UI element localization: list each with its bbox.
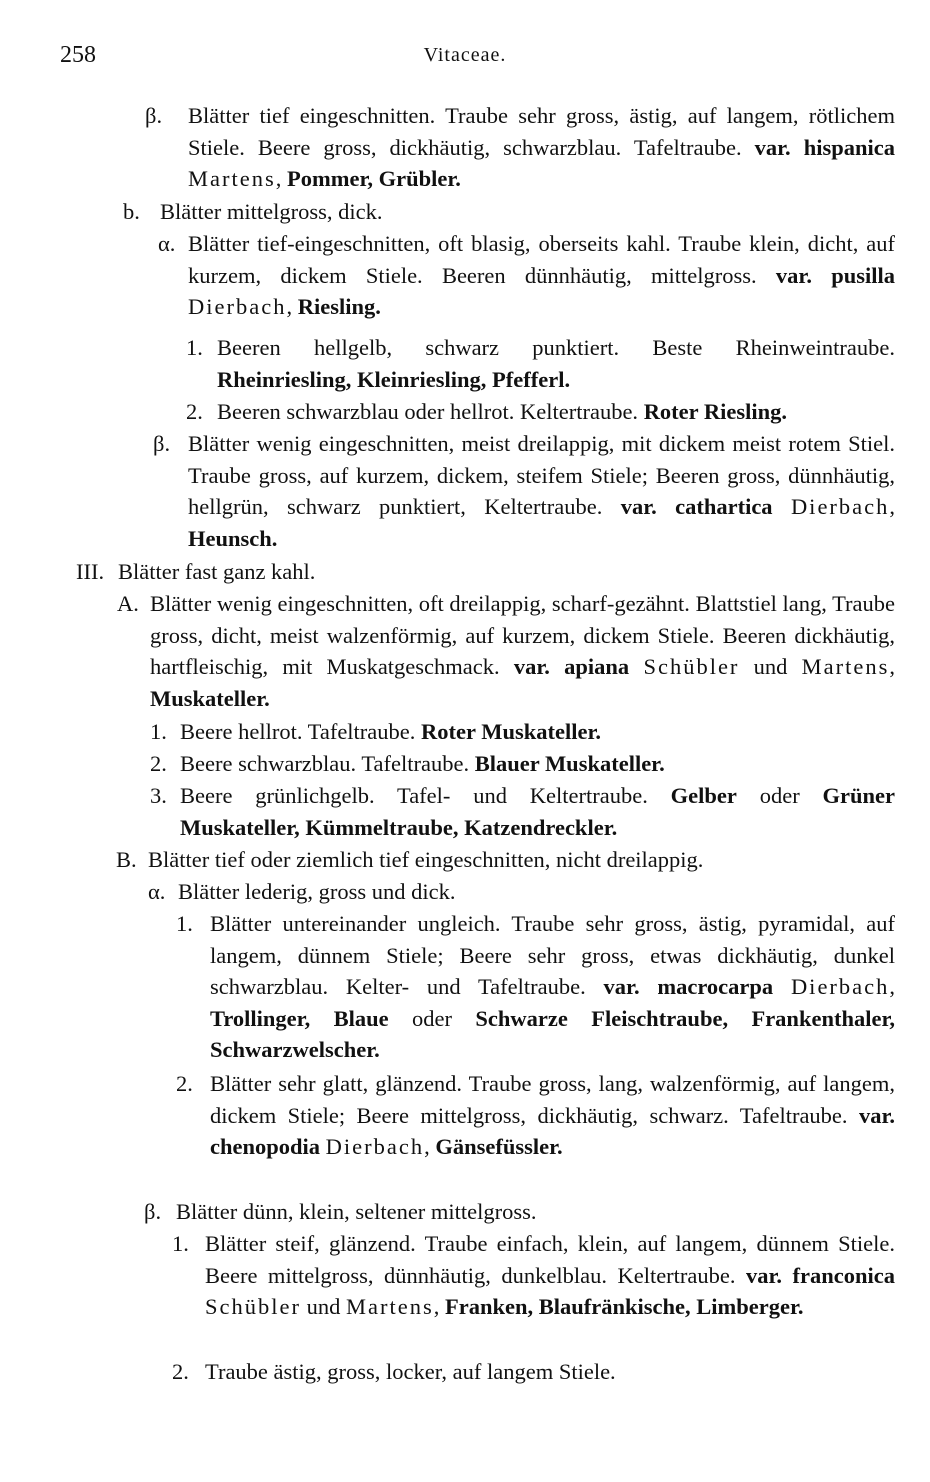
bold-name: var. hispanica: [754, 134, 896, 160]
entry-marker: β.: [145, 103, 163, 128]
bold-name: Riesling.: [297, 294, 381, 320]
bold-name: Roter Riesling.: [643, 399, 788, 424]
entry-text: Blätter steif, glänzend. Traube einfach, klein, auf langem, dünnem Stiele. Beere mittelgross, dünnhäutig, dunkelblau. Keltertraube.: [205, 1231, 895, 1288]
author-name: Martens: [801, 654, 890, 680]
entry-marker: β.: [153, 431, 171, 456]
entry-text: Beeren hellgelb, schwarz punktiert. Beste Rheinweintraube.: [217, 335, 895, 360]
entry-text: Blätter wenig eingeschnitten, oft dreilappig, scharf-gezähnt. Blattstiel lang, Traube gross, dicht, meist walzenförmig, auf kurzem, dickem Stiele. Beeren dickhäutig, hartfleischig, mit Muskatgeschmack.: [150, 591, 895, 680]
bold-name: Franken, Blaufränkische, Limberger.: [444, 1294, 804, 1320]
entry-text: [629, 654, 643, 679]
entry-e13: [148, 876, 895, 908]
bold-name: Trollinger, Blaue: [210, 1005, 389, 1031]
entry-text: Blätter tief oder ziemlich tief eingeschnitten, nicht dreilappig.: [148, 847, 704, 872]
entry-e6: [153, 428, 896, 554]
author-name: Dierbach: [188, 294, 287, 320]
entry-e8: [117, 588, 896, 714]
entry-e14: [176, 908, 896, 1066]
entry-text: ,: [889, 494, 896, 520]
entry-marker: 3.: [150, 783, 167, 808]
entry-marker: α.: [158, 231, 176, 256]
entry-e12: [116, 844, 895, 876]
entry-text: Blätter sehr glatt, glänzend. Traube gross, lang, walzenförmig, auf langem, dickem Stiele; Beere mittelgross, dickhäutig, schwarz. Tafeltraube.: [210, 1071, 895, 1128]
entry-marker: b.: [123, 199, 140, 224]
author-name: Martens: [345, 1294, 434, 1320]
running-title: Vitaceae.: [423, 44, 507, 66]
bold-name: Roter Muskateller.: [421, 719, 601, 744]
entry-marker: 2.: [172, 1359, 189, 1384]
entry-marker: 1.: [150, 719, 167, 744]
entry-e18: [172, 1356, 895, 1388]
entry-text: ,: [275, 166, 287, 192]
bold-name: var. franconica: [746, 1262, 896, 1288]
entry-text: oder: [736, 783, 823, 808]
entry-text: Blätter wenig eingeschnitten, meist dreilappig, mit dickem meist rotem Stiel. Traube gross, auf kurzem, dickem, steifem Stiele; Beeren gross, dünnhäutig, hellgrün, schwarz punktiert, Keltertraube.: [188, 431, 895, 520]
author-name: Schübler: [643, 654, 740, 680]
entry-marker: III.: [76, 559, 105, 584]
bold-name: var. pusilla: [775, 262, 895, 288]
entry-e2: [123, 196, 895, 228]
entry-text: ,: [889, 654, 896, 680]
entry-marker: 2.: [176, 1071, 193, 1096]
entry-e11: [150, 780, 895, 843]
entry-e17: [172, 1228, 896, 1323]
entry-text: Beere schwarzblau. Tafeltraube.: [180, 751, 475, 776]
bold-name: Gänsefüssler.: [435, 1134, 563, 1160]
bold-name: var. cathartica: [620, 494, 773, 520]
entry-text: Blätter fast ganz kahl.: [118, 559, 316, 584]
author-name: Martens: [188, 166, 276, 192]
entry-text: ,: [889, 974, 896, 1000]
entry-marker: 2.: [150, 751, 167, 776]
bold-name: Heunsch.: [188, 525, 278, 551]
entry-text: Blätter mittelgross, dick.: [160, 199, 383, 224]
entry-e9: [150, 716, 895, 748]
entry-e10: [150, 748, 895, 780]
entry-marker: 1.: [176, 911, 193, 936]
entry-text: Blätter dünn, klein, seltener mittelgross.: [176, 1199, 537, 1224]
bold-name: Grüner Muskateller, Kümmeltraube, Katzendreckler.: [180, 783, 895, 840]
entry-e7: [76, 556, 895, 588]
entry-marker: A.: [117, 591, 139, 616]
entry-e16: [144, 1196, 895, 1228]
entry-text: ,: [424, 1134, 436, 1160]
entry-e15: [176, 1068, 895, 1163]
entry-text: [773, 974, 791, 999]
entry-marker: B.: [116, 847, 137, 872]
author-name: Dierbach: [325, 1134, 425, 1160]
entry-text: Beere grünlichgelb. Tafel- und Keltertraube.: [180, 783, 671, 808]
entry-marker: 2.: [186, 399, 203, 424]
author-name: Dierbach: [790, 494, 890, 520]
bold-name: Pommer, Grübler.: [286, 166, 461, 192]
entry-marker: α.: [148, 879, 166, 904]
entry-text: Blätter tief-eingeschnitten, oft blasig, oberseits kahl. Traube klein, dicht, auf kurzem, dickem Stiele. Beeren dünnhäutig, mittelgross.: [188, 231, 895, 288]
bold-name: Gelber: [670, 783, 737, 808]
bold-name: Muskateller.: [150, 685, 270, 711]
entry-text: ,: [433, 1294, 445, 1320]
bold-name: var. apiana: [513, 654, 630, 680]
entry-e3: [158, 228, 895, 323]
entry-e4: [186, 332, 895, 395]
entry-marker: 1.: [172, 1231, 189, 1256]
entry-text: und: [739, 654, 802, 680]
author-name: Schübler: [205, 1294, 301, 1320]
entry-text: Blätter untereinander ungleich. Traube sehr gross, ästig, pyramidal, auf langem, dünnem Stiele; Beere sehr gross, etwas dickhäutig, dunkel schwarzblau. Kelter- und Tafeltraube.: [210, 911, 895, 1000]
bold-name: var. macrocarpa: [603, 974, 774, 1000]
entry-e1: [145, 100, 896, 195]
running-head: [0, 42, 930, 72]
entry-text: ,: [286, 294, 298, 320]
bold-name: Rheinriesling, Kleinriesling, Pfefferl.: [217, 366, 571, 392]
entry-text: Blätter tief eingeschnitten. Traube sehr gross, ästig, auf langem, rötlichem Stiele. Beere gross, dickhäutig, schwarzblau. Tafeltraube.: [188, 103, 895, 160]
entry-text: oder: [388, 1005, 476, 1031]
bold-name: Blauer Muskateller.: [474, 751, 665, 776]
entry-text: Blätter lederig, gross und dick.: [178, 879, 456, 904]
page-number: 258: [60, 42, 96, 68]
entry-text: Beere hellrot. Tafeltraube.: [180, 719, 422, 744]
author-name: Dierbach: [790, 974, 890, 1000]
entry-text: und: [300, 1294, 346, 1320]
entry-text: Beeren schwarzblau oder hellrot. Keltertraube.: [217, 399, 644, 424]
entry-marker: 1.: [186, 335, 203, 360]
bold-name: Schwarze Fleischtraube, Frankenthaler, Schwarzwelscher.: [210, 1005, 895, 1063]
entry-text: Traube ästig, gross, locker, auf langem Stiele.: [205, 1359, 616, 1384]
entry-marker: β.: [144, 1199, 162, 1224]
entry-text: [773, 494, 791, 519]
entry-e5: [186, 396, 895, 428]
bold-name: var. chenopodia: [210, 1102, 895, 1160]
